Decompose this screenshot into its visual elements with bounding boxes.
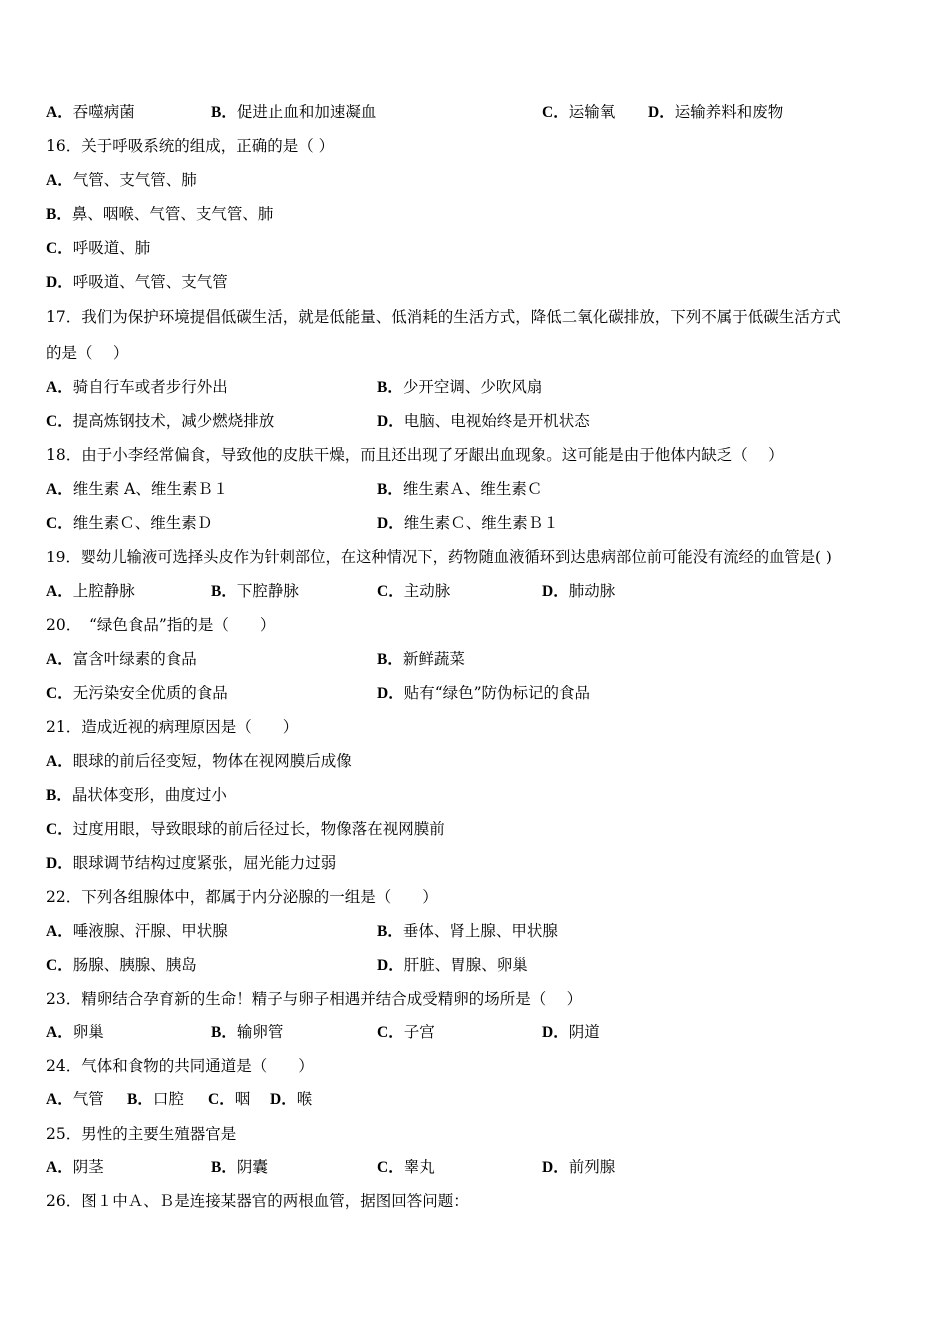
q25-stem: 25．男性的主要生殖器官是 (46, 1125, 237, 1143)
q24-option-c-label: C． (208, 1091, 235, 1108)
q19-stem: 19．婴幼儿输液可选择头皮作为针刺部位，在这种情况下，药物随血液循环到达患病部位前可能没有流经的血管是( ) (46, 548, 832, 566)
q17-option-d-text: 电脑、电视始终是开机状态 (403, 412, 590, 430)
q23-stem: 23．精卵结合孕育新的生命！精子与卵子相遇并结合成受精卵的场所是（ ） (46, 990, 583, 1008)
q16-option-b (46, 204, 273, 225)
q18-option-d-text: 维生素Ｃ、维生素Ｂ１ (403, 514, 559, 532)
q17-stem-line2: 的是（ ） (46, 344, 129, 362)
q16-option-a-label: A． (46, 172, 73, 189)
q19-option-d-label: D． (542, 583, 569, 600)
q15-option-b-text: 促进止血和加速凝血 (236, 103, 377, 121)
q24-option-b-text: 口腔 (152, 1090, 184, 1108)
q16-option-b-label: B． (46, 206, 72, 223)
q15-option-a-text: 吞噬病菌 (72, 103, 135, 121)
q20-option-c-text: 无污染安全优质的食品 (72, 684, 228, 702)
q21-option-b-text: 晶状体变形，曲度过小 (71, 786, 227, 804)
q17-option-d-label: D． (377, 413, 404, 430)
q24-option-b-label: B． (127, 1091, 153, 1108)
q25-option-d-label: D． (542, 1159, 569, 1176)
q21-option-c (46, 819, 445, 840)
q16-stem: 16．关于呼吸系统的组成，正确的是（ ） (46, 137, 335, 155)
q22-option-b-label: B． (377, 923, 403, 940)
q25-option-c-label: C． (377, 1159, 404, 1176)
q21-option-a-label: A． (46, 753, 73, 770)
q23-option-b-label: B． (211, 1024, 237, 1041)
q21-option-d-text: 眼球调节结构过度紧张，屈光能力过弱 (72, 854, 337, 872)
q22-stem: 22．下列各组腺体中，都属于内分泌腺的一组是（ ） (46, 888, 438, 906)
q23-option-c-text: 子宫 (403, 1023, 435, 1041)
q16-option-d-label: D． (46, 274, 73, 291)
q21-option-c-text: 过度用眼，导致眼球的前后径过长，物像落在视网膜前 (72, 820, 445, 838)
q15-option-d-label: D． (648, 104, 675, 121)
q23-option-a-label: A． (46, 1024, 73, 1041)
q24-option-c-text: 咽 (234, 1090, 251, 1108)
q16-option-c-label: C． (46, 240, 73, 257)
q24-option-d-text: 喉 (296, 1090, 313, 1108)
q26-stem: 26．图１中Ａ、Ｂ是连接某器官的两根血管，据图回答问题： (46, 1192, 469, 1210)
q18-option-d-label: D． (377, 515, 404, 532)
q18-option-c-label: C． (46, 515, 73, 532)
q23-option-a-text: 卵巢 (72, 1023, 104, 1041)
q22-option-a-label: A． (46, 923, 73, 940)
q25-option-a-text: 阴茎 (72, 1158, 104, 1176)
q21-option-d (46, 853, 336, 874)
q15-option-a-label: A． (46, 104, 73, 121)
q17-option-b-label: B． (377, 379, 403, 396)
q17-stem-line1: 17．我们为保护环境提倡低碳生活，就是低能量、低消耗的生活方式，降低二氧化碳排放，下列不属于低碳生活方式 (46, 308, 841, 326)
q22-option-d-text: 肝脏、胃腺、卵巢 (403, 956, 528, 974)
q21-stem: 21．造成近视的病理原因是（ ） (46, 718, 299, 736)
q19-option-b-text: 下腔静脉 (236, 582, 299, 600)
q16-option-c (46, 238, 150, 259)
q20-option-d-text: 贴有“绿色”防伪标记的食品 (403, 684, 591, 702)
q18-stem: 18．由于小李经常偏食，导致他的皮肤干燥，而且还出现了牙龈出血现象。这可能是由于他体内缺乏（ ） (46, 446, 784, 464)
q17-option-a-label: A． (46, 379, 73, 396)
q23-option-d-text: 阴道 (568, 1023, 600, 1041)
q24-option-a-text: 气管 (72, 1090, 104, 1108)
q23-option-b-text: 输卵管 (236, 1023, 284, 1041)
q20-option-a-label: A． (46, 651, 73, 668)
q20-option-b-text: 新鲜蔬菜 (402, 650, 465, 668)
q16-option-a (46, 170, 197, 191)
q25-option-b-label: B． (211, 1159, 237, 1176)
q19-option-a-text: 上腔静脉 (72, 582, 135, 600)
q16-option-d-text: 呼吸道、气管、支气管 (72, 273, 228, 291)
q15-option-c-text: 运输氧 (568, 103, 616, 121)
q22-option-a-text: 唾液腺、汗腺、甲状腺 (72, 922, 228, 940)
q25-option-d-text: 前列腺 (568, 1158, 616, 1176)
q16-option-c-text: 呼吸道、肺 (72, 239, 151, 257)
q19-option-b-label: B． (211, 583, 237, 600)
q21-option-c-label: C． (46, 821, 73, 838)
q19-option-c-label: C． (377, 583, 404, 600)
q15-option-b-label: B． (211, 104, 237, 121)
q22-option-d-label: D． (377, 957, 404, 974)
q20-option-c-label: C． (46, 685, 73, 702)
q24-option-a-label: A． (46, 1091, 73, 1108)
q18-option-b-label: B． (377, 481, 403, 498)
q18-option-b-text: 维生素Ａ、维生素Ｃ (402, 480, 543, 498)
q18-option-a-text: 维生素 A、维生素Ｂ１ (72, 480, 229, 498)
q20-option-d-label: D． (377, 685, 404, 702)
q24-stem: 24．气体和食物的共同通道是（ ） (46, 1057, 314, 1075)
q16-option-d (46, 272, 228, 293)
q21-option-a (46, 751, 352, 772)
q24-option-d-label: D． (270, 1091, 297, 1108)
q23-option-d-label: D． (542, 1024, 569, 1041)
q21-option-b-label: B． (46, 787, 72, 804)
q21-option-b (46, 785, 227, 806)
q25-option-b-text: 阴囊 (236, 1158, 268, 1176)
q18-option-a-label: A． (46, 481, 73, 498)
q17-option-b-text: 少开空调、少吹风扇 (402, 378, 543, 396)
q17-option-a-text: 骑自行车或者步行外出 (72, 378, 228, 396)
q16-option-b-text: 鼻、咽喉、气管、支气管、肺 (71, 205, 274, 223)
q20-option-b-label: B． (377, 651, 403, 668)
q17-option-c-text: 提高炼钢技术，减少燃烧排放 (72, 412, 275, 430)
q23-option-c-label: C． (377, 1024, 404, 1041)
q21-option-d-label: D． (46, 855, 73, 872)
q19-option-a-label: A． (46, 583, 73, 600)
q16-option-a-text: 气管、支气管、肺 (72, 171, 197, 189)
q22-option-c-label: C． (46, 957, 73, 974)
q19-option-d-text: 肺动脉 (568, 582, 616, 600)
q20-stem: 20． “绿色食品”指的是（ ） (46, 616, 276, 634)
q19-option-c-text: 主动脉 (403, 582, 451, 600)
q15-option-c-label: C． (542, 104, 569, 121)
q17-option-c-label: C． (46, 413, 73, 430)
q22-option-b-text: 垂体、肾上腺、甲状腺 (402, 922, 558, 940)
q18-option-c-text: 维生素Ｃ、维生素Ｄ (72, 514, 213, 532)
q21-option-a-text: 眼球的前后径变短，物体在视网膜后成像 (72, 752, 352, 770)
q25-option-c-text: 睾丸 (403, 1158, 435, 1176)
q20-option-a-text: 富含叶绿素的食品 (72, 650, 197, 668)
q22-option-c-text: 肠腺、胰腺、胰岛 (72, 956, 197, 974)
q15-option-d-text: 运输养料和废物 (674, 103, 784, 121)
q25-option-a-label: A． (46, 1159, 73, 1176)
